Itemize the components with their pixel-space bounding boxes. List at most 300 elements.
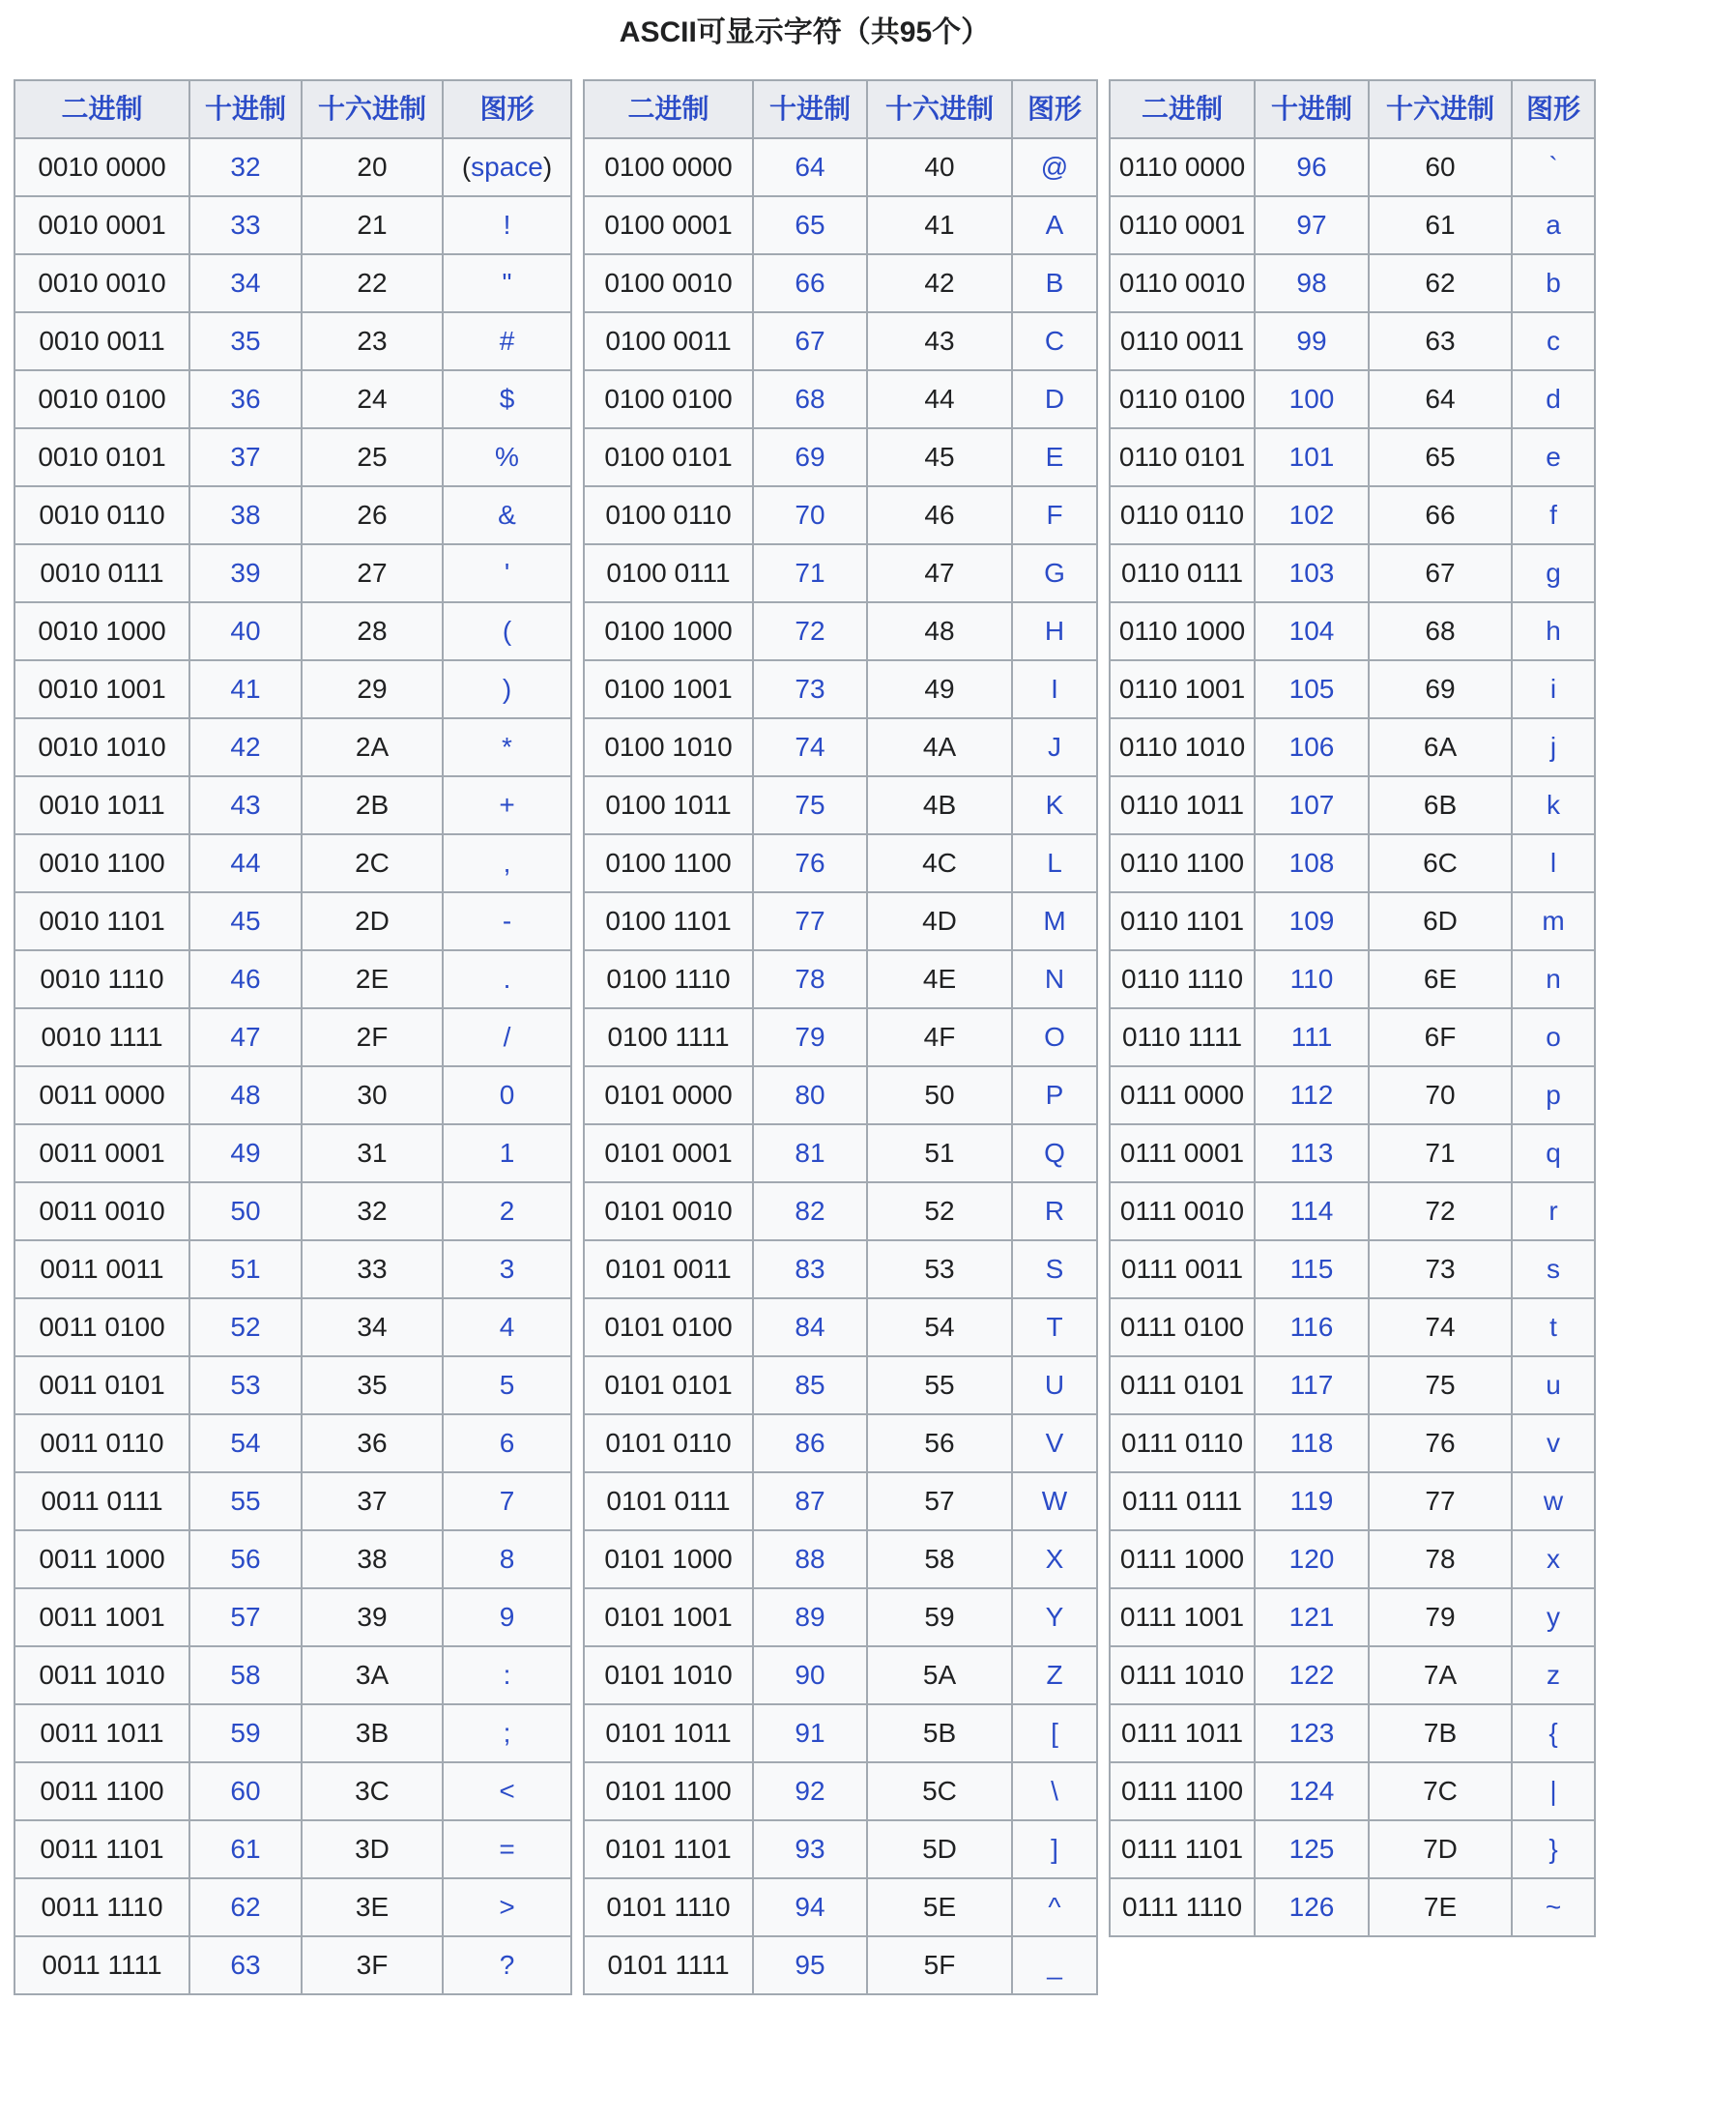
char-link[interactable]: ( [502, 616, 512, 646]
decimal-cell [753, 602, 867, 660]
char-link[interactable]: X [1045, 1544, 1064, 1574]
char-link[interactable]: c [1547, 326, 1560, 356]
decimal-link[interactable]: 53 [230, 1370, 261, 1400]
decimal-link[interactable]: 43 [230, 790, 261, 820]
table-row [584, 1124, 1097, 1182]
char-link[interactable]: A [1045, 210, 1064, 240]
decimal-link[interactable]: 51 [230, 1254, 261, 1284]
decimal-link[interactable]: 54 [230, 1428, 261, 1458]
char-link[interactable]: & [498, 500, 516, 530]
binary-value: 0101 1101 [605, 1834, 732, 1864]
decimal-link[interactable]: 83 [795, 1254, 825, 1284]
binary-value: 0100 0001 [604, 210, 733, 240]
hex-value: 38 [357, 1544, 388, 1574]
char-link[interactable]: w [1543, 1486, 1564, 1516]
decimal-link[interactable]: 80 [795, 1080, 825, 1110]
decimal-link[interactable]: 97 [1296, 210, 1327, 240]
binary-value: 0100 1010 [604, 732, 733, 762]
column-header [1110, 80, 1255, 138]
binary-value: 0101 0000 [604, 1080, 733, 1110]
decimal-link[interactable]: 92 [795, 1776, 825, 1806]
char-link[interactable]: ) [502, 674, 512, 704]
hex-value: 48 [924, 616, 955, 646]
decimal-cell [1255, 486, 1369, 544]
char-link[interactable]: V [1045, 1428, 1064, 1458]
decimal-link[interactable]: 77 [795, 906, 825, 936]
char-link[interactable]: n [1546, 964, 1561, 994]
char-link[interactable]: p [1546, 1080, 1561, 1110]
char-link[interactable]: I [1051, 674, 1058, 704]
table-row [584, 544, 1097, 602]
char-link[interactable]: C [1044, 326, 1065, 356]
char-link[interactable]: K [1045, 790, 1064, 820]
hex-cell [302, 776, 443, 834]
decimal-link[interactable]: 117 [1289, 1370, 1334, 1400]
hex-value: 7B [1423, 1718, 1458, 1748]
hex-value: 35 [357, 1370, 388, 1400]
table-row [584, 1878, 1097, 1936]
binary-cell [584, 486, 753, 544]
hex-cell [302, 1762, 443, 1820]
column-header-link[interactable]: 十六进制 [884, 94, 994, 124]
char-link[interactable]: v [1547, 1428, 1560, 1458]
hex-value: 42 [924, 268, 955, 298]
decimal-link[interactable]: 61 [230, 1834, 261, 1864]
decimal-link[interactable]: 86 [795, 1428, 825, 1458]
decimal-cell [753, 1588, 867, 1646]
char-link[interactable]: b [1546, 268, 1561, 298]
column-header-link[interactable]: 图形 [479, 94, 535, 124]
char-link[interactable]: L [1047, 848, 1062, 878]
char-link[interactable]: Y [1045, 1602, 1064, 1632]
char-link[interactable]: P [1045, 1080, 1064, 1110]
char-link[interactable]: N [1044, 964, 1065, 994]
char-link[interactable]: R [1044, 1196, 1065, 1226]
decimal-link[interactable]: 52 [230, 1312, 261, 1342]
char-link[interactable]: { [1548, 1718, 1558, 1748]
char-link[interactable]: < [499, 1776, 515, 1806]
decimal-link[interactable]: 73 [795, 674, 825, 704]
hex-value: 78 [1425, 1544, 1456, 1574]
decimal-link[interactable]: 102 [1288, 500, 1335, 530]
table-row [14, 138, 571, 196]
decimal-link[interactable]: 124 [1288, 1776, 1335, 1806]
char-link[interactable]: } [1548, 1834, 1558, 1864]
char-link[interactable]: * [502, 732, 512, 762]
table-row [584, 1704, 1097, 1762]
decimal-link[interactable]: 76 [795, 848, 825, 878]
char-link[interactable]: T [1046, 1312, 1063, 1342]
char-link[interactable]: 1 [499, 1138, 515, 1168]
decimal-link[interactable]: 98 [1296, 268, 1327, 298]
binary-value: 0100 1000 [604, 616, 733, 646]
decimal-link[interactable]: 107 [1288, 790, 1335, 820]
decimal-link[interactable]: 91 [795, 1718, 825, 1748]
char-link[interactable]: j [1549, 732, 1557, 762]
binary-value: 0101 1001 [604, 1602, 733, 1632]
hex-value: 75 [1425, 1370, 1456, 1400]
decimal-link[interactable]: 67 [795, 326, 825, 356]
header-row [584, 80, 1097, 138]
table-row [1110, 486, 1595, 544]
char-link[interactable]: O [1044, 1022, 1065, 1052]
column-header-link[interactable]: 十进制 [204, 94, 286, 124]
decimal-link[interactable]: 70 [795, 500, 825, 530]
char-link[interactable]: = [499, 1834, 515, 1864]
decimal-cell [189, 1878, 302, 1936]
decimal-link[interactable]: 89 [795, 1602, 825, 1632]
char-link[interactable]: o [1546, 1022, 1561, 1052]
char-link[interactable]: / [503, 1022, 511, 1052]
decimal-link[interactable]: 81 [795, 1138, 825, 1168]
char-cell [443, 1704, 571, 1762]
decimal-cell [189, 1414, 302, 1472]
char-link[interactable]: ` [1548, 152, 1558, 182]
decimal-link[interactable]: 47 [230, 1022, 261, 1052]
decimal-link[interactable]: 93 [795, 1834, 825, 1864]
char-link[interactable]: U [1044, 1370, 1065, 1400]
char-link[interactable]: f [1549, 500, 1557, 530]
decimal-link[interactable]: 39 [230, 558, 261, 588]
char-link[interactable]: d [1546, 384, 1561, 414]
binary-cell [1110, 370, 1255, 428]
char-link[interactable]: ~ [1545, 1892, 1562, 1922]
decimal-link[interactable]: 85 [795, 1370, 825, 1400]
char-link[interactable]: W [1041, 1486, 1068, 1516]
decimal-link[interactable]: 35 [230, 326, 261, 356]
binary-value: 0101 1100 [605, 1776, 732, 1806]
decimal-cell [1255, 138, 1369, 196]
decimal-link[interactable]: 57 [230, 1602, 261, 1632]
decimal-link[interactable]: 56 [230, 1544, 261, 1574]
decimal-link[interactable]: 87 [795, 1486, 825, 1516]
char-link[interactable]: x [1547, 1544, 1560, 1574]
decimal-link[interactable]: 68 [795, 384, 825, 414]
decimal-link[interactable]: 114 [1289, 1196, 1334, 1226]
decimal-link[interactable]: 108 [1288, 848, 1335, 878]
binary-value: 0010 0111 [40, 558, 164, 588]
decimal-link[interactable]: 55 [230, 1486, 261, 1516]
table-row [584, 834, 1097, 892]
decimal-link[interactable]: 45 [230, 906, 261, 936]
char-link[interactable]: E [1045, 442, 1064, 472]
table-row [584, 486, 1097, 544]
char-link[interactable]: k [1547, 790, 1560, 820]
hex-cell [867, 1240, 1012, 1298]
decimal-cell [189, 776, 302, 834]
decimal-cell [1255, 1646, 1369, 1704]
column-header-link[interactable]: 十六进制 [317, 94, 426, 124]
decimal-link[interactable]: 99 [1296, 326, 1327, 356]
char-cell [1512, 1530, 1595, 1588]
binary-value: 0010 1001 [38, 674, 166, 704]
decimal-link[interactable]: 90 [795, 1660, 825, 1690]
char-link[interactable]: y [1547, 1602, 1560, 1632]
binary-cell [584, 602, 753, 660]
char-link[interactable]: ' [504, 558, 510, 588]
decimal-link[interactable]: 111 [1290, 1022, 1333, 1052]
decimal-cell [189, 1356, 302, 1414]
decimal-link[interactable]: 36 [230, 384, 261, 414]
hex-cell [302, 196, 443, 254]
char-link[interactable]: G [1044, 558, 1065, 588]
char-link[interactable]: @ [1040, 152, 1069, 182]
decimal-link[interactable]: 125 [1288, 1834, 1335, 1864]
decimal-link[interactable]: 95 [795, 1950, 825, 1980]
decimal-cell [1255, 1588, 1369, 1646]
decimal-link[interactable]: 64 [795, 152, 825, 182]
binary-cell [1110, 1472, 1255, 1530]
char-link[interactable]: 5 [499, 1370, 515, 1400]
column-header-link[interactable]: 图形 [1027, 94, 1082, 124]
char-cell [443, 1530, 571, 1588]
char-link[interactable]: H [1044, 616, 1065, 646]
table-row [14, 428, 571, 486]
decimal-link[interactable]: 71 [795, 558, 825, 588]
char-link[interactable]: . [503, 964, 511, 994]
char-cell [443, 1414, 571, 1472]
decimal-link[interactable]: 110 [1289, 964, 1334, 994]
decimal-link[interactable]: 46 [230, 964, 261, 994]
char-link[interactable]: ; [503, 1718, 511, 1748]
decimal-link[interactable]: 58 [230, 1660, 261, 1690]
binary-value: 0011 1001 [39, 1602, 165, 1632]
decimal-link[interactable]: 84 [795, 1312, 825, 1342]
decimal-link[interactable]: 103 [1288, 558, 1335, 588]
decimal-link[interactable]: 65 [795, 210, 825, 240]
char-link[interactable]: ] [1051, 1834, 1058, 1864]
table-row [1110, 660, 1595, 718]
binary-value: 0011 1000 [39, 1544, 165, 1574]
char-cell [1512, 602, 1595, 660]
decimal-link[interactable]: 59 [230, 1718, 261, 1748]
decimal-link[interactable]: 72 [795, 616, 825, 646]
hex-cell [867, 1298, 1012, 1356]
decimal-link[interactable]: 104 [1288, 616, 1335, 646]
decimal-link[interactable]: 94 [795, 1892, 825, 1922]
decimal-link[interactable]: 122 [1288, 1660, 1335, 1690]
binary-cell [584, 892, 753, 950]
decimal-link[interactable]: 96 [1296, 152, 1327, 182]
char-link[interactable]: r [1548, 1196, 1558, 1226]
decimal-link[interactable]: 49 [230, 1138, 261, 1168]
hex-cell [302, 1704, 443, 1762]
char-link[interactable]: J [1048, 732, 1061, 762]
column-header-link[interactable]: 二进制 [627, 94, 709, 124]
hex-value: 61 [1425, 210, 1456, 240]
char-link[interactable]: i [1549, 674, 1557, 704]
paren-close-text: ) [542, 152, 553, 182]
char-link[interactable]: " [502, 268, 512, 298]
char-link[interactable]: Q [1044, 1138, 1065, 1168]
hex-cell [302, 660, 443, 718]
column-header-link[interactable]: 二进制 [61, 94, 143, 124]
char-link[interactable]: # [499, 326, 515, 356]
column-header-link[interactable]: 二进制 [1141, 94, 1223, 124]
decimal-link[interactable]: 109 [1288, 906, 1335, 936]
binary-value: 0011 0010 [39, 1196, 165, 1226]
char-link[interactable]: + [499, 790, 515, 820]
hex-value: 33 [357, 1254, 388, 1284]
hex-cell [867, 1472, 1012, 1530]
decimal-link[interactable]: 101 [1288, 442, 1335, 472]
decimal-link[interactable]: 82 [795, 1196, 825, 1226]
binary-cell [1110, 1646, 1255, 1704]
decimal-link[interactable]: 79 [795, 1022, 825, 1052]
decimal-link[interactable]: 48 [230, 1080, 261, 1110]
char-link[interactable]: u [1546, 1370, 1561, 1400]
decimal-link[interactable]: 33 [230, 210, 261, 240]
decimal-link[interactable]: 123 [1288, 1718, 1335, 1748]
table-row [1110, 544, 1595, 602]
table-row [1110, 1472, 1595, 1530]
table-row [14, 1472, 571, 1530]
hex-cell [1369, 1124, 1512, 1182]
char-link[interactable]: 3 [499, 1254, 515, 1284]
decimal-link[interactable]: 42 [230, 732, 261, 762]
decimal-link[interactable]: 40 [230, 616, 261, 646]
decimal-link[interactable]: 69 [795, 442, 825, 472]
char-link[interactable]: ? [499, 1950, 515, 1980]
decimal-link[interactable]: 41 [230, 674, 261, 704]
char-link[interactable]: e [1546, 442, 1561, 472]
char-link[interactable]: B [1045, 268, 1064, 298]
decimal-link[interactable]: 32 [230, 152, 261, 182]
char-link[interactable]: h [1546, 616, 1561, 646]
char-cell [1512, 544, 1595, 602]
char-link[interactable]: - [502, 906, 512, 936]
hex-value: 24 [357, 384, 388, 414]
binary-cell [1110, 1704, 1255, 1762]
char-link[interactable]: S [1045, 1254, 1064, 1284]
char-link[interactable]: F [1046, 500, 1063, 530]
binary-cell [14, 544, 189, 602]
table-row [14, 718, 571, 776]
decimal-link[interactable]: 62 [230, 1892, 261, 1922]
decimal-link[interactable]: 119 [1289, 1486, 1334, 1516]
char-link[interactable]: space [471, 152, 543, 182]
decimal-link[interactable]: 115 [1289, 1254, 1334, 1284]
char-link[interactable]: a [1546, 210, 1561, 240]
decimal-cell [1255, 1530, 1369, 1588]
char-link[interactable]: : [503, 1660, 511, 1690]
decimal-link[interactable]: 66 [795, 268, 825, 298]
char-link[interactable]: | [1549, 1776, 1557, 1806]
decimal-link[interactable]: 116 [1289, 1312, 1334, 1342]
char-link[interactable]: q [1546, 1138, 1561, 1168]
hex-cell [867, 1414, 1012, 1472]
hex-cell [867, 1704, 1012, 1762]
decimal-link[interactable]: 88 [795, 1544, 825, 1574]
table-row [1110, 254, 1595, 312]
char-cell [443, 1298, 571, 1356]
binary-cell [14, 1878, 189, 1936]
column-header [189, 80, 302, 138]
table-row [14, 1182, 571, 1240]
decimal-link[interactable]: 60 [230, 1776, 261, 1806]
decimal-link[interactable]: 50 [230, 1196, 261, 1226]
decimal-link[interactable]: 100 [1288, 384, 1335, 414]
char-link[interactable]: z [1547, 1660, 1560, 1690]
char-link[interactable]: g [1546, 558, 1561, 588]
char-link[interactable]: t [1549, 1312, 1557, 1342]
binary-cell [14, 1298, 189, 1356]
decimal-link[interactable]: 126 [1288, 1892, 1335, 1922]
decimal-link[interactable]: 118 [1289, 1428, 1334, 1458]
decimal-link[interactable]: 37 [230, 442, 261, 472]
char-link[interactable]: 6 [499, 1428, 515, 1458]
decimal-link[interactable]: 78 [795, 964, 825, 994]
char-cell [1512, 428, 1595, 486]
decimal-link[interactable]: 112 [1289, 1080, 1334, 1110]
char-link[interactable]: 7 [499, 1486, 515, 1516]
binary-value: 0010 0000 [38, 152, 166, 182]
char-link[interactable]: _ [1047, 1950, 1062, 1980]
binary-cell [14, 1182, 189, 1240]
char-link[interactable]: $ [499, 384, 515, 414]
decimal-link[interactable]: 106 [1288, 732, 1335, 762]
char-cell [443, 1820, 571, 1878]
char-link[interactable]: M [1043, 906, 1066, 936]
char-link[interactable]: D [1044, 384, 1065, 414]
decimal-link[interactable]: 34 [230, 268, 261, 298]
decimal-link[interactable]: 44 [230, 848, 261, 878]
binary-cell [584, 1878, 753, 1936]
decimal-cell [1255, 602, 1369, 660]
decimal-link[interactable]: 38 [230, 500, 261, 530]
column-header-link[interactable]: 十六进制 [1385, 94, 1494, 124]
char-link[interactable]: Z [1046, 1660, 1063, 1690]
char-link[interactable]: , [503, 848, 511, 878]
column-header-link[interactable]: 十进制 [768, 94, 851, 124]
char-cell [1012, 602, 1097, 660]
content-area [14, 0, 1596, 1995]
binary-cell [14, 1588, 189, 1646]
char-link[interactable]: ! [503, 210, 511, 240]
char-link[interactable]: 9 [499, 1602, 515, 1632]
column-header-link[interactable]: 图形 [1525, 94, 1580, 124]
decimal-cell [189, 834, 302, 892]
char-link[interactable]: s [1547, 1254, 1560, 1284]
decimal-link[interactable]: 74 [795, 732, 825, 762]
char-link[interactable]: 2 [499, 1196, 515, 1226]
decimal-link[interactable]: 63 [230, 1950, 261, 1980]
decimal-link[interactable]: 105 [1288, 674, 1335, 704]
char-link[interactable]: 8 [499, 1544, 515, 1574]
decimal-link[interactable]: 113 [1289, 1138, 1334, 1168]
char-link[interactable]: ^ [1048, 1892, 1061, 1922]
char-link[interactable]: % [495, 442, 519, 472]
decimal-link[interactable]: 120 [1288, 1544, 1335, 1574]
decimal-cell [753, 660, 867, 718]
hex-value: 57 [924, 1486, 955, 1516]
char-link[interactable]: l [1549, 848, 1557, 878]
binary-value: 0110 0110 [1119, 500, 1245, 530]
char-link[interactable]: > [499, 1892, 515, 1922]
char-link[interactable]: 4 [499, 1312, 515, 1342]
char-link[interactable]: [ [1051, 1718, 1058, 1748]
char-link[interactable]: 0 [499, 1080, 515, 1110]
binary-value: 0011 0000 [39, 1080, 165, 1110]
char-cell [1512, 312, 1595, 370]
char-link[interactable]: m [1542, 906, 1565, 936]
decimal-link[interactable]: 121 [1288, 1602, 1335, 1632]
decimal-link[interactable]: 75 [795, 790, 825, 820]
column-header-link[interactable]: 十进制 [1270, 94, 1352, 124]
hex-cell [1369, 892, 1512, 950]
char-link[interactable]: \ [1051, 1776, 1058, 1806]
hex-cell [1369, 312, 1512, 370]
